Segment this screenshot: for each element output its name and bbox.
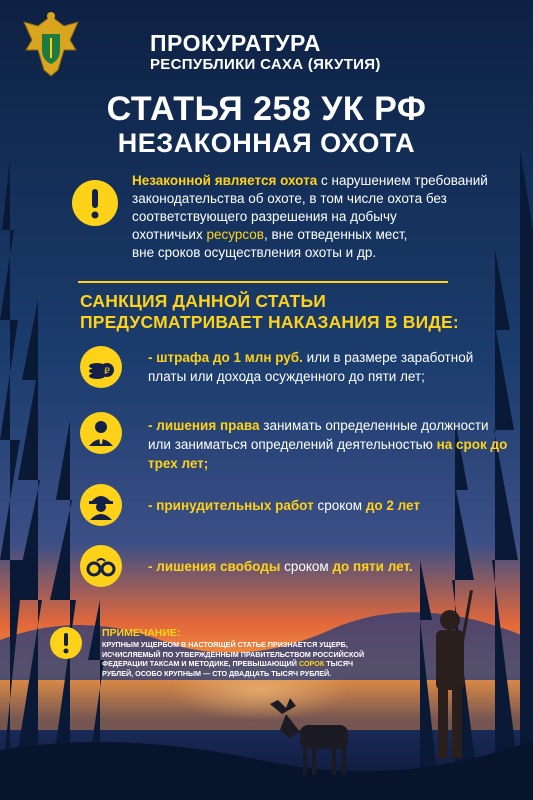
intro-highlight-1: Незаконной является: [132, 173, 277, 188]
sanction-heading-line1: САНКЦИЯ ДАННОЙ СТАТЬИ: [80, 291, 326, 311]
penalty-labor-highlight-2: до 2 лет: [365, 498, 420, 513]
intro-highlight-2: охота: [280, 173, 318, 188]
org-name-line2: РЕСПУБЛИКИ САХА (ЯКУТИЯ): [150, 56, 381, 73]
article-title: СТАТЬЯ 258 УК РФ: [106, 90, 427, 128]
penalty-labor: [148, 496, 508, 515]
note-text-b: ТЫСЯЧ РУБЛЕЙ, ОСОБО КРУПНЫМ — СТО ДВАДЦАТЬ ТЫСЯЧ РУБЛЕЙ.: [102, 659, 354, 678]
penalty-rights-highlight-2: на срок до трех лет;: [148, 437, 508, 471]
penalty-fine-highlight: - штрафа до 1 млн руб.: [148, 350, 303, 365]
article-subtitle: НЕЗАКОННАЯ ОХОТА: [117, 128, 416, 158]
penalty-rights: [148, 416, 508, 473]
penalty-prison-highlight: - лишения свободы: [148, 559, 281, 574]
handcuffs-icon: [80, 545, 122, 587]
intro-warning-badge: [72, 180, 118, 226]
note-text-a: КРУПНЫМ УЩЕРБОМ В НАСТОЯЩЕЙ СТАТЬЕ ПРИЗНАЕТСЯ УЩЕРБ, ИСЧИСЛЯЕМЫЙ ПО УТВЕРЖДЕННЫМ ПРАВИТЕЛЬСТВОМ РОССИЙСКОЙ ФЕДЕРАЦИИ ТАКСАМ И МЕТОДИКЕ, ПРЕВЫШАЮЩИЙ: [102, 640, 365, 669]
penalty-rights-text: занимать определенные должности или заниматься определений деятельностью: [148, 418, 489, 452]
intro-line2-c: , вне отведенных мест,: [263, 227, 408, 242]
note-text: [102, 640, 382, 678]
sanction-heading: [80, 291, 490, 333]
note-heading: ПРИМЕЧАНИЕ:: [102, 627, 181, 639]
eagle-emblem-icon: [20, 10, 82, 80]
sanction-heading-line2: ПРЕДУСМАТРИВАЕТ НАКАЗАНИЯ В ВИДЕ:: [80, 312, 459, 332]
intro-paragraph: [132, 172, 512, 262]
penalty-prison: [148, 557, 508, 576]
intro-line3: вне сроков осуществления охоты и др.: [132, 245, 377, 260]
official-icon: [80, 412, 122, 454]
worker-helmet-icon: [80, 484, 122, 526]
org-name-line1: ПРОКУРАТУРА: [150, 30, 321, 56]
coins-icon: [80, 346, 122, 388]
exclamation-icon: [50, 627, 82, 659]
penalty-fine: [148, 348, 508, 386]
penalty-prison-text: сроком: [280, 559, 333, 574]
note-warning-badge: [50, 627, 82, 659]
penalty-rights-highlight: - лишения права: [148, 418, 260, 433]
handcuffs-badge: [80, 545, 122, 587]
coins-badge: [80, 346, 122, 388]
intro-text: с нарушением требований законодательства об охоте, в том числе охота без соответствующего разрешения на добычу: [132, 173, 488, 224]
intro-line2-a: охотничьих: [132, 227, 207, 242]
intro-line2-b: ресурсов: [206, 227, 264, 242]
worker-badge: [80, 484, 122, 526]
penalty-fine-text: или в размере заработной платы или дохода осужденного до пяти лет;: [148, 350, 474, 384]
official-badge: [80, 412, 122, 454]
penalty-labor-highlight: - принудительных работ: [148, 498, 314, 513]
note-text-highlight: СОРОК: [298, 659, 325, 669]
svg-text:₽: ₽: [104, 367, 110, 377]
divider: [78, 281, 448, 283]
penalty-labor-text: сроком: [313, 498, 366, 513]
exclamation-icon: [72, 180, 118, 226]
prosecutor-emblem: [20, 10, 82, 80]
penalty-prison-highlight-2: до пяти лет.: [332, 559, 413, 574]
